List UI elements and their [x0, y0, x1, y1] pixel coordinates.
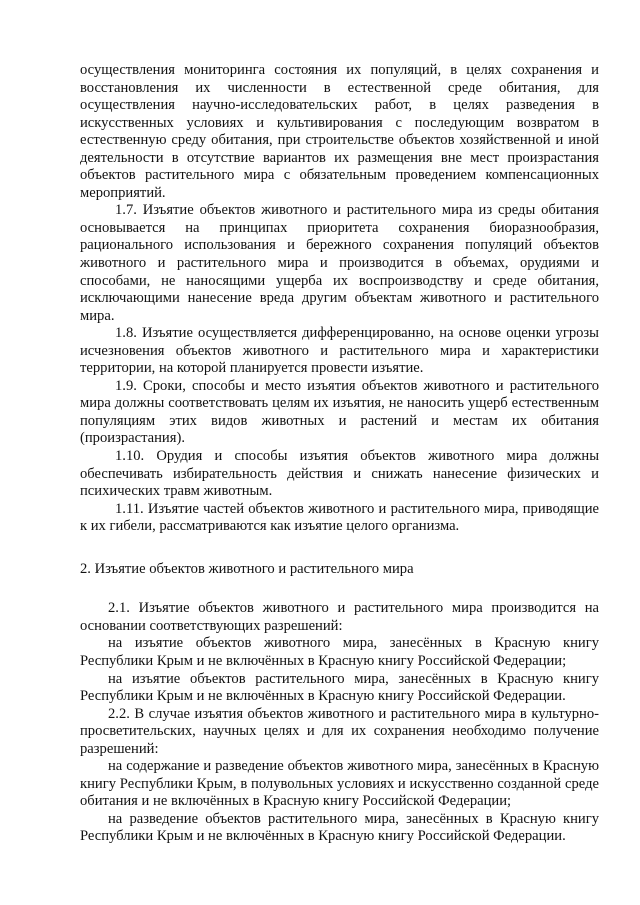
list-item-plant-permit: на изъятие объектов растительного мира, занесённых в Красную книгу Республики Крым и не включённых в Красную книгу Российской Федерации. [80, 670, 599, 705]
document-page [80, 62, 599, 846]
paragraph-2-2: 2.2. В случае изъятия объектов животного и растительного мира в культурно-просветительских, научных целях и для их сохранения необходимо получение разрешений: [80, 705, 599, 757]
paragraph-1-7: 1.7. Изъятие объектов животного и растительного мира из среды обитания основывается на принципах приоритета сохранения биоразнообразия, рационального использования и бережного сохранения популяций объектов животного и растительного мира и производится в объемах, орудиями и способами, не наносящими ущерба их воспроизводству и среде обитания, исключающими нанесение вреда другим объектам животного и растительного мира. [80, 202, 599, 324]
list-item-animal-permit: на изъятие объектов животного мира, занесённых в Красную книгу Республики Крым и не включённых в Красную книгу Российской Федерации; [80, 635, 599, 669]
list-item-animal-breeding: на содержание и разведение объектов животного мира, занесённых в Красную книгу Республики Крым, в полувольных условиях и искусственно созданной среде обитания и не включённых в Красную книгу Российской Федерации; [80, 758, 599, 810]
paragraph-1-9: 1.9. Сроки, способы и место изъятия объектов животного и растительного мира должны соответствовать целям их изъятия, не наносить ущерб естественным популяциям этих видов животных и растений и местам их обитания (произрастания). [80, 377, 599, 447]
paragraph-1-10: 1.10. Орудия и способы изъятия объектов животного мира должны обеспечивать избирательность действия и снижать нанесение физических и психических травм животным. [80, 448, 599, 500]
paragraph-continuation: осуществления мониторинга состояния их популяций, в целях сохранения и восстановления их численности в естественной среде обитания, для осуществления научно-исследовательских работ, в целях разведения в искусственных условиях и культивирования с последующим возвратом в естественную среду обитания, при строительстве объектов хозяйственной и иной деятельности в отсутствие вариантов их размещения вне мест произрастания объектов растительного мира с обязательным проведением компенсационных мероприятий. [80, 62, 599, 201]
paragraph-1-11: 1.11. Изъятие частей объектов животного и растительного мира, приводящие к их гибели, рассматриваются как изъятие целого организма. [80, 500, 599, 535]
paragraph-2-1: 2.1. Изъятие объектов животного и растительного мира производится на основании соответствующих разрешений: [80, 600, 599, 634]
list-item-plant-breeding: на разведение объектов растительного мира, занесённых в Красную книгу Республики Крым и не включённых в Красную книгу Российской Федерации. [80, 810, 599, 845]
paragraph-1-8: 1.8. Изъятие осуществляется дифференцированно, на основе оценки угрозы исчезновения объектов животного и растительного мира и характеристики территории, на которой планируется провести изъятие. [80, 325, 599, 377]
section-heading: 2. Изъятие объектов животного и растительного мира [80, 560, 414, 577]
